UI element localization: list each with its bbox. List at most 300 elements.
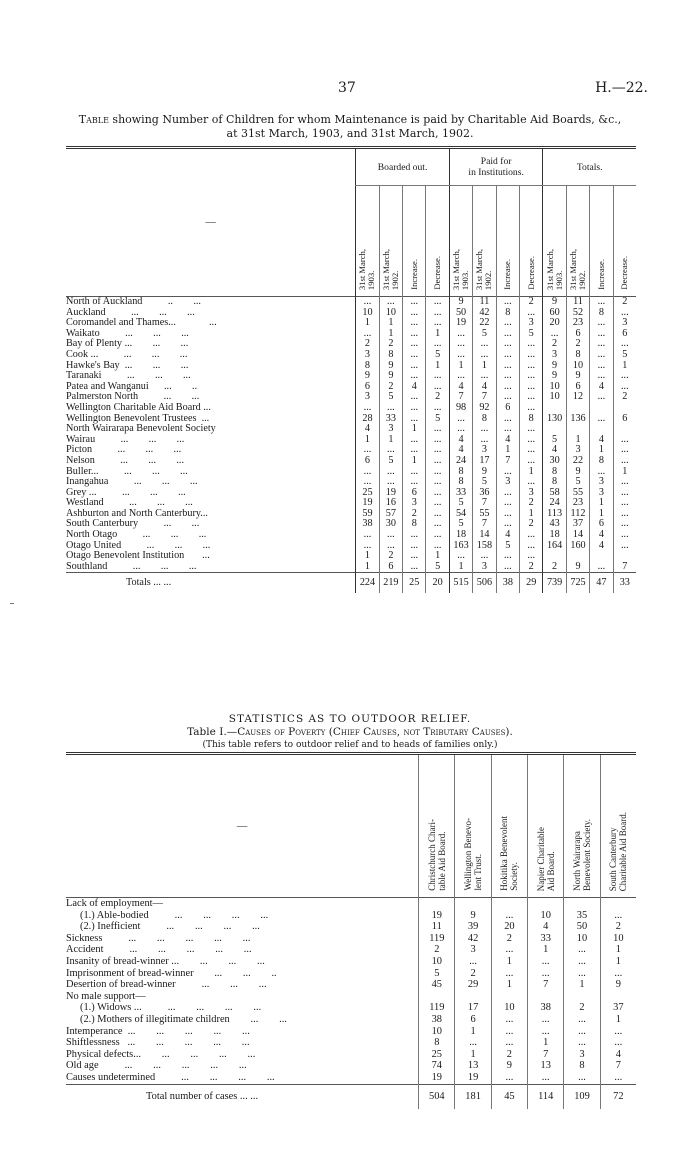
table1-cell: 2 (613, 392, 636, 403)
table1-cell: 36 (473, 488, 496, 499)
page-number: 37 (338, 80, 356, 96)
table1-cell: 1 (613, 467, 636, 478)
table1-cell: ... (520, 456, 543, 467)
table1-cell: 6 (566, 329, 589, 340)
table1-cell: 1 (449, 361, 472, 372)
table1-subhead (590, 186, 613, 297)
table2-row (66, 1060, 636, 1072)
table1-cell: 6 (496, 403, 519, 414)
table1-cell: 1 (473, 361, 496, 372)
table1-row (66, 456, 636, 467)
table1-cell: ... (403, 339, 426, 350)
table1-cell: 9 (566, 371, 589, 382)
table1-cell: 4 (590, 541, 613, 552)
table1-cell: ... (426, 371, 449, 382)
table1-cell: ... (356, 403, 379, 414)
table1-cell: ... (520, 551, 543, 562)
table1-cell: 52 (566, 308, 589, 319)
table1-row-label: North Wairarapa Benevolent Society (66, 423, 216, 435)
table1-cell: 1 (379, 318, 402, 329)
table1-cell: 14 (566, 530, 589, 541)
table1-cell: ... (426, 382, 449, 393)
table1-cell: 14 (473, 530, 496, 541)
table1-cell: 23 (566, 318, 589, 329)
table1-cell: ... (520, 541, 543, 552)
table2-cell (419, 991, 455, 1003)
table2-cell: ... (564, 968, 600, 980)
table1-cell: 37 (566, 519, 589, 530)
table1-cell: ... (403, 551, 426, 562)
table1-row-label: Coromandel and Thames... ... (66, 317, 217, 329)
table1-cell (543, 403, 566, 414)
table1-row-label: Otago Benevolent Institution ... (66, 550, 210, 562)
table1-cell: ... (613, 488, 636, 499)
table1-cell: 2 (520, 498, 543, 509)
table2-cell: ... (491, 944, 527, 956)
table1-cell: 5 (426, 562, 449, 573)
table2-cell: 1 (491, 956, 527, 968)
table1-cell: 2 (543, 562, 566, 573)
table1-cell: 4 (496, 435, 519, 446)
table1-cell: 6 (566, 382, 589, 393)
table1-cell: ... (496, 488, 519, 499)
table1-cell: 9 (473, 467, 496, 478)
table2-row-label: Old age ... ... ... ... ... (66, 1060, 247, 1072)
table1-row-label: Nelson ... ... ... (66, 454, 185, 466)
table1-cell: 18 (543, 530, 566, 541)
table1-cell: ... (496, 361, 519, 372)
table2-row (66, 1049, 636, 1061)
table2-cell: 4 (600, 1049, 636, 1061)
table2-cell: ... (528, 1072, 564, 1084)
table2-cell: 38 (528, 1002, 564, 1014)
table1-cell: ... (449, 371, 472, 382)
table1-total-cell: 38 (496, 573, 519, 594)
table1-cell: 1 (403, 424, 426, 435)
table1-cell: 164 (543, 541, 566, 552)
table1-cell: ... (426, 308, 449, 319)
table1-cell: 8 (496, 308, 519, 319)
table1-cell: 2 (613, 297, 636, 308)
table1-cell: 3 (473, 445, 496, 456)
table1-cell: ... (520, 371, 543, 382)
table1-cell: ... (590, 467, 613, 478)
table1-subhead-text: Decrease. (525, 256, 536, 290)
table2-column-head (600, 754, 636, 898)
table1-cell: 8 (566, 350, 589, 361)
table1-cell: 1 (379, 435, 402, 446)
table1-cell: ... (449, 350, 472, 361)
table1-cell: 5 (379, 456, 402, 467)
table1-row-label: Cook ... ... ... ... (66, 348, 188, 360)
table2-column-head-text: Hokitika Benevolent Society. (499, 816, 520, 891)
table2-total-cell: 45 (491, 1084, 527, 1109)
table2-cell: 10 (419, 1026, 455, 1038)
table1-cell: 113 (543, 509, 566, 520)
table1-cell: 9 (543, 361, 566, 372)
table2-row (66, 1037, 636, 1049)
table2-column-head (455, 754, 491, 898)
table1-cell: ... (356, 297, 379, 308)
table2-column-head-text: South Canterbury Charitable Aid Board. (608, 811, 629, 891)
table1-subhead-text: Increase. (502, 259, 513, 290)
table1-cell: 5 (543, 435, 566, 446)
table2-cell: 74 (419, 1060, 455, 1072)
table1-cell: ... (496, 318, 519, 329)
table1-cell: 1 (613, 361, 636, 372)
table1-total-cell: 25 (403, 573, 426, 594)
table1-row-label: Auckland ... ... ... (66, 306, 195, 318)
table1-row-label: Waikato ... ... ... (66, 327, 189, 339)
table1-cell: ... (379, 541, 402, 552)
table1-cell: 10 (543, 382, 566, 393)
table1-cell: ... (426, 541, 449, 552)
table2-cell: ... (564, 944, 600, 956)
table1-row (66, 562, 636, 573)
table1-stub-head: — (205, 217, 216, 228)
table1-cell: 43 (543, 519, 566, 530)
group-totals: Totals. (543, 148, 636, 186)
table2-row (66, 979, 636, 991)
table1-cell: 8 (379, 350, 402, 361)
table1-cell: 4 (449, 435, 472, 446)
table2-cell: 10 (491, 1002, 527, 1014)
table1-subhead-text: 31st March, 1903. (357, 248, 377, 290)
table1-cell: 4 (590, 382, 613, 393)
table1-cell: ... (403, 445, 426, 456)
table1-cell: 3 (520, 488, 543, 499)
table1-subhead-text: Increase. (595, 259, 606, 290)
table1-cell: 1 (520, 509, 543, 520)
table1-cell: 6 (613, 414, 636, 425)
table2-cell: 1 (600, 956, 636, 968)
table1-subhead (356, 186, 379, 297)
table1-cell: 9 (543, 371, 566, 382)
table1-subhead-text: 31st March, 1902. (474, 248, 494, 290)
table1-cell: 1 (403, 456, 426, 467)
table1-row-label: Taranaki ... ... ... (66, 370, 191, 382)
table2-cell: 2 (419, 944, 455, 956)
table1-cell: ... (613, 435, 636, 446)
table1-cell: ... (613, 530, 636, 541)
table1-cell: 5 (566, 477, 589, 488)
table1-cell: 8 (356, 361, 379, 372)
table1-cell: ... (403, 371, 426, 382)
table2-cell: ... (491, 1037, 527, 1049)
table1-cell: 4 (449, 445, 472, 456)
table2-cell: 10 (528, 910, 564, 922)
table1-cell: ... (356, 541, 379, 552)
margin-mark (10, 603, 14, 604)
table1-cell: ... (520, 339, 543, 350)
table1-cell: ... (613, 382, 636, 393)
table1-cell: ... (356, 467, 379, 478)
table1-total-cell: 20 (426, 573, 449, 594)
table1-cell: 8 (520, 414, 543, 425)
table1-row (66, 297, 636, 308)
table1-cell: 16 (379, 498, 402, 509)
table2-row-label: (1.) Able-bodied ... ... ... ... (80, 909, 269, 921)
table1-cell: ... (403, 541, 426, 552)
table1-subhead-text: Increase. (408, 259, 419, 290)
table2-row (66, 921, 636, 933)
table2-cell (600, 898, 636, 910)
table1-cell: ... (449, 424, 472, 435)
table2-cell: 39 (455, 921, 491, 933)
table1-cell: 98 (449, 403, 472, 414)
table1-cell: ... (403, 297, 426, 308)
table1-cell: ... (496, 467, 519, 478)
table1-cell: ... (613, 308, 636, 319)
table2-cell: ... (455, 956, 491, 968)
table2-cell: ... (600, 910, 636, 922)
table2-row (66, 910, 636, 922)
table1-cell: 9 (543, 297, 566, 308)
table1-cell: ... (520, 392, 543, 403)
table1-cell: 7 (496, 456, 519, 467)
table1-cell: 1 (590, 509, 613, 520)
table2-cell: 1 (600, 944, 636, 956)
table2-cell: 13 (455, 1060, 491, 1072)
table2-cell (455, 898, 491, 910)
table2-total-cell: 504 (419, 1084, 455, 1109)
table2-row (66, 944, 636, 956)
causes-of-poverty-table (66, 752, 636, 1109)
table1-cell: ... (496, 519, 519, 530)
table2-column-head-text: Napier Charitable Aid Board. (535, 826, 556, 891)
table1-cell: 92 (473, 403, 496, 414)
table1-cell: 3 (403, 498, 426, 509)
table1-cell: 5 (449, 519, 472, 530)
table2-row-label: (2.) Mothers of illegitimate children ... ... (80, 1013, 287, 1025)
table2-cell (564, 898, 600, 910)
table1-cell: ... (520, 477, 543, 488)
table2-title (40, 725, 660, 739)
table1-cell: 1 (566, 435, 589, 446)
table2-row (66, 991, 636, 1003)
table1-cell: ... (356, 477, 379, 488)
table2-cell: 42 (455, 933, 491, 945)
table1-cell: ... (403, 435, 426, 446)
table1-cell: 4 (356, 424, 379, 435)
table1-cell: 7 (449, 392, 472, 403)
table1-cell: ... (426, 509, 449, 520)
table1-cell: 3 (356, 392, 379, 403)
table1-cell: 6 (379, 562, 402, 573)
table1-cell: ... (403, 414, 426, 425)
table2-cell: 1 (455, 1049, 491, 1061)
table2-row-label: No male support— (66, 990, 146, 1002)
table1-cell: 8 (543, 477, 566, 488)
table1-row (66, 403, 636, 414)
table2-cell: 10 (600, 933, 636, 945)
table1-cell: ... (426, 318, 449, 329)
table1-cell: 4 (590, 435, 613, 446)
table2-cell: 9 (600, 979, 636, 991)
table1-cell: ... (449, 339, 472, 350)
table1-cell: ... (379, 530, 402, 541)
table2-cell: 5 (419, 968, 455, 980)
table1-subhead-text: 31st March, 1903. (544, 248, 564, 290)
table1-cell: ... (496, 424, 519, 435)
table1-cell: 19 (449, 318, 472, 329)
table1-cell: ... (403, 329, 426, 340)
table1-cell: 7 (473, 498, 496, 509)
table2-cell: 3 (455, 944, 491, 956)
table1-cell: ... (496, 371, 519, 382)
table2-column-head-text: Wellington Benevo- lent Trust. (463, 818, 484, 891)
table1-cell: ... (613, 541, 636, 552)
table1-subhead (426, 186, 449, 297)
table2-cell: 37 (600, 1002, 636, 1014)
table1-cell: ... (403, 308, 426, 319)
table1-subhead (566, 186, 589, 297)
table1-cell: ... (496, 339, 519, 350)
table1-row-label: Patea and Wanganui ... .. (66, 380, 198, 392)
table1-cell: ... (473, 350, 496, 361)
table1-cell: ... (379, 477, 402, 488)
table2-cell: ... (491, 968, 527, 980)
table2-cell: 3 (564, 1049, 600, 1061)
table1-cell: 30 (379, 519, 402, 530)
table1-row-label: Palmerston North ... ... (66, 391, 200, 403)
table1-subhead (473, 186, 496, 297)
table1-row-label: Wellington Benevolent Trustees ... (66, 412, 210, 424)
table2-row (66, 1026, 636, 1038)
table1-title (40, 113, 660, 141)
table1-row-label: North Otago ... ... ... (66, 529, 207, 541)
table1-cell: 2 (379, 551, 402, 562)
table1-cell: 10 (379, 308, 402, 319)
table1-cell: ... (426, 519, 449, 530)
table1-cell: ... (590, 562, 613, 573)
table1-cell: 2 (520, 519, 543, 530)
page-header (0, 80, 700, 100)
table1-cell: 1 (426, 361, 449, 372)
table2-title-a: Table I.— (187, 726, 238, 738)
table2-cell: 4 (528, 921, 564, 933)
table1-cell: 130 (543, 414, 566, 425)
table2-cell: 17 (455, 1002, 491, 1014)
table2-column-head (419, 754, 455, 898)
table2-cell: 11 (419, 921, 455, 933)
table2-cell: 6 (455, 1014, 491, 1026)
table2-cell (528, 991, 564, 1003)
table1-cell: 4 (496, 530, 519, 541)
table1-cell: ... (613, 477, 636, 488)
table1-cell: 9 (566, 562, 589, 573)
table1-cell: ... (403, 318, 426, 329)
table1-cell: 5 (379, 392, 402, 403)
table1-cell: 9 (566, 467, 589, 478)
table2-row (66, 956, 636, 968)
table1-cell: ... (613, 371, 636, 382)
table2-row-label: Accident ... ... ... ... ... (66, 944, 252, 956)
table2-cell: ... (564, 956, 600, 968)
table2-row (66, 1072, 636, 1084)
table1-cell: 158 (473, 541, 496, 552)
table1-cell: 2 (566, 339, 589, 350)
group-boarded-out: Boarded out. (356, 148, 450, 186)
table1-total-cell: 29 (520, 573, 543, 594)
table1-cell: ... (496, 551, 519, 562)
table1-cell: 8 (403, 519, 426, 530)
table2-column-head (491, 754, 527, 898)
table1-cell: ... (403, 350, 426, 361)
table2-cell (419, 898, 455, 910)
table2-cell: 2 (491, 1049, 527, 1061)
table1-subhead (543, 186, 566, 297)
table2-cell: 1 (528, 944, 564, 956)
table1-cell: 3 (379, 424, 402, 435)
table2-cell: 1 (564, 979, 600, 991)
table1-cell: ... (449, 414, 472, 425)
table1-cell: ... (449, 551, 472, 562)
table2-totals-label: Total number of cases ... ... (66, 1084, 419, 1109)
table1-row (66, 350, 636, 361)
table2-cell: 2 (455, 968, 491, 980)
table2-cell: 20 (491, 921, 527, 933)
table2-row (66, 968, 636, 980)
table1-cell: ... (590, 329, 613, 340)
table1-cell: 1 (520, 467, 543, 478)
table1-row-label: Otago United ... ... ... (66, 539, 211, 551)
table1-cell: ... (613, 509, 636, 520)
table2-row (66, 933, 636, 945)
table1-row-label: Ashburton and North Canterbury... (66, 507, 208, 519)
table1-title-prefix: Table (78, 113, 109, 126)
table1-cell: 55 (566, 488, 589, 499)
table1-cell: 10 (566, 361, 589, 372)
table1-cell: ... (426, 467, 449, 478)
table1-cell: ... (356, 445, 379, 456)
table1-cell: 2 (379, 382, 402, 393)
table2-cell: 38 (419, 1014, 455, 1026)
table1-cell: ... (379, 403, 402, 414)
table1-row-label: South Canterbury ... ... (66, 518, 200, 530)
table1-subhead (520, 186, 543, 297)
table1-cell: ... (473, 371, 496, 382)
table1-cell: 2 (403, 509, 426, 520)
table1-total-cell: 224 (356, 573, 379, 594)
table1-totals-label: Totals ... ... (66, 573, 356, 594)
table2-cell: 1 (491, 979, 527, 991)
table2-cell: ... (491, 1026, 527, 1038)
table1-subhead (449, 186, 472, 297)
table2-note: (This table refers to outdoor relief and to heads of families only.) (202, 740, 498, 750)
table1-subhead-text: Decrease. (619, 256, 630, 290)
table2-title-b: Causes of Poverty (Chief Causes, not Tributary Causes). (237, 726, 513, 738)
table1-cell (566, 403, 589, 414)
table1-cell: 5 (473, 329, 496, 340)
table1-cell: 50 (449, 308, 472, 319)
table2-cell: 8 (564, 1060, 600, 1072)
table1-cell: 6 (403, 488, 426, 499)
table1-cell: 6 (590, 519, 613, 530)
table1-cell: 3 (590, 488, 613, 499)
table2-row (66, 1002, 636, 1014)
table2-cell: 7 (600, 1060, 636, 1072)
table2-cell: 9 (455, 910, 491, 922)
table2-cell: 10 (564, 933, 600, 945)
table1-cell: ... (496, 382, 519, 393)
table2-cell: ... (491, 1014, 527, 1026)
table1-cell: 9 (379, 371, 402, 382)
table2-cell: 19 (419, 910, 455, 922)
table2-cell: 119 (419, 1002, 455, 1014)
table1-cell: ... (449, 329, 472, 340)
table1-cell: 5 (426, 350, 449, 361)
